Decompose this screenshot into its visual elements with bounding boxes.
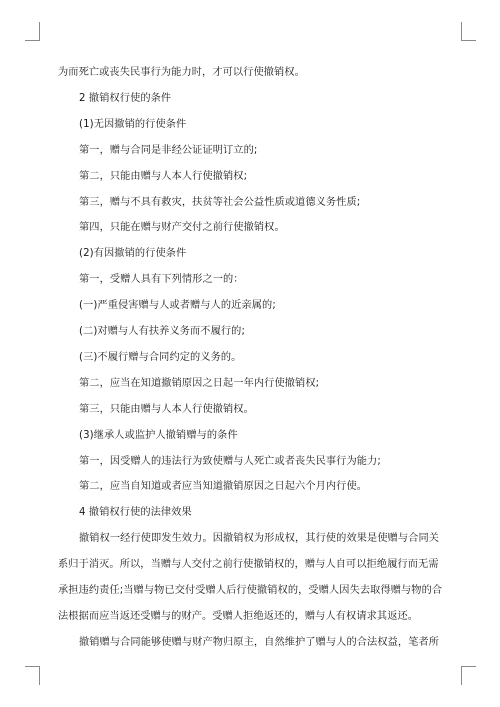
text-line: 第一，受赠人具有下列情形之一的： xyxy=(79,274,244,286)
text-line: 第二，只能由赠与人本人行使撤销权; xyxy=(79,170,248,182)
crop-mark-bottom-right xyxy=(461,666,476,685)
text-line: 法根据而应当返还受赠与的财产。受赠人拒绝返还的，赠与人有权请求其返还。 xyxy=(58,610,419,622)
crop-mark-top-right xyxy=(461,22,476,41)
text-line: 系归于消灭。所以，当赠与人交付之前行使撤销权的，赠与人自可以拒绝履行而无需 xyxy=(58,559,439,571)
text-line: 承担违约责任;当赠与物已交付受赠人后行使撤销权的，受赠人因失去取得赠与物的合 xyxy=(58,585,443,596)
text-line: 第一，因受赠人的违法行为致使赠与人死亡或者丧失民事行为能力; xyxy=(79,455,381,467)
text-line: (2)有因撤销的行使条件 xyxy=(79,248,187,260)
crop-mark-bottom-left xyxy=(25,666,40,685)
text-line: 第三，只能由赠与人本人行使撤销权。 xyxy=(79,403,254,415)
text-line: 第二，应当在知道撤销原因之日起一年内行使撤销权; xyxy=(79,377,320,389)
text-line: 撤销权一经行使即发生效力。因撤销权为形成权，其行使的效果是使赠与合同关 xyxy=(79,533,440,545)
text-line: (1)无因撤销的行使条件 xyxy=(79,118,187,130)
text-line: (三)不履行赠与合同约定的义务的。 xyxy=(79,351,242,363)
text-line: 第一，赠与合同是非经公证证明订立的; xyxy=(79,144,258,156)
text-line: 2 撤销权行使的条件 xyxy=(79,92,172,104)
text-line: 第四，只能在赠与财产交付之前行使撤销权。 xyxy=(79,222,285,234)
text-line: (3)继承人或监护人撤销赠与的条件 xyxy=(79,429,238,441)
text-line: 为而死亡或丧失民事行为能力时，才可以行使撤销权。 xyxy=(58,67,305,78)
text-line: 撤销赠与合同能够使赠与财产物归原主，自然维护了赠与人的合法权益，笔者所 xyxy=(79,636,440,648)
crop-mark-top-left xyxy=(25,22,40,41)
text-line: 4 撤销权行使的法律效果 xyxy=(79,507,192,519)
text-line: (一)严重侵害赠与人或者赠与人的近亲属的; xyxy=(79,300,276,312)
text-line: (二)对赠与人有扶养义务而不履行的; xyxy=(79,326,245,337)
text-line: 第三，赠与不具有救灾，扶贫等社会公益性质或道德义务性质; xyxy=(79,196,361,208)
text-line: 第二，应当自知道或者应当知道撤销原因之日起六个月内行使。 xyxy=(79,481,368,493)
